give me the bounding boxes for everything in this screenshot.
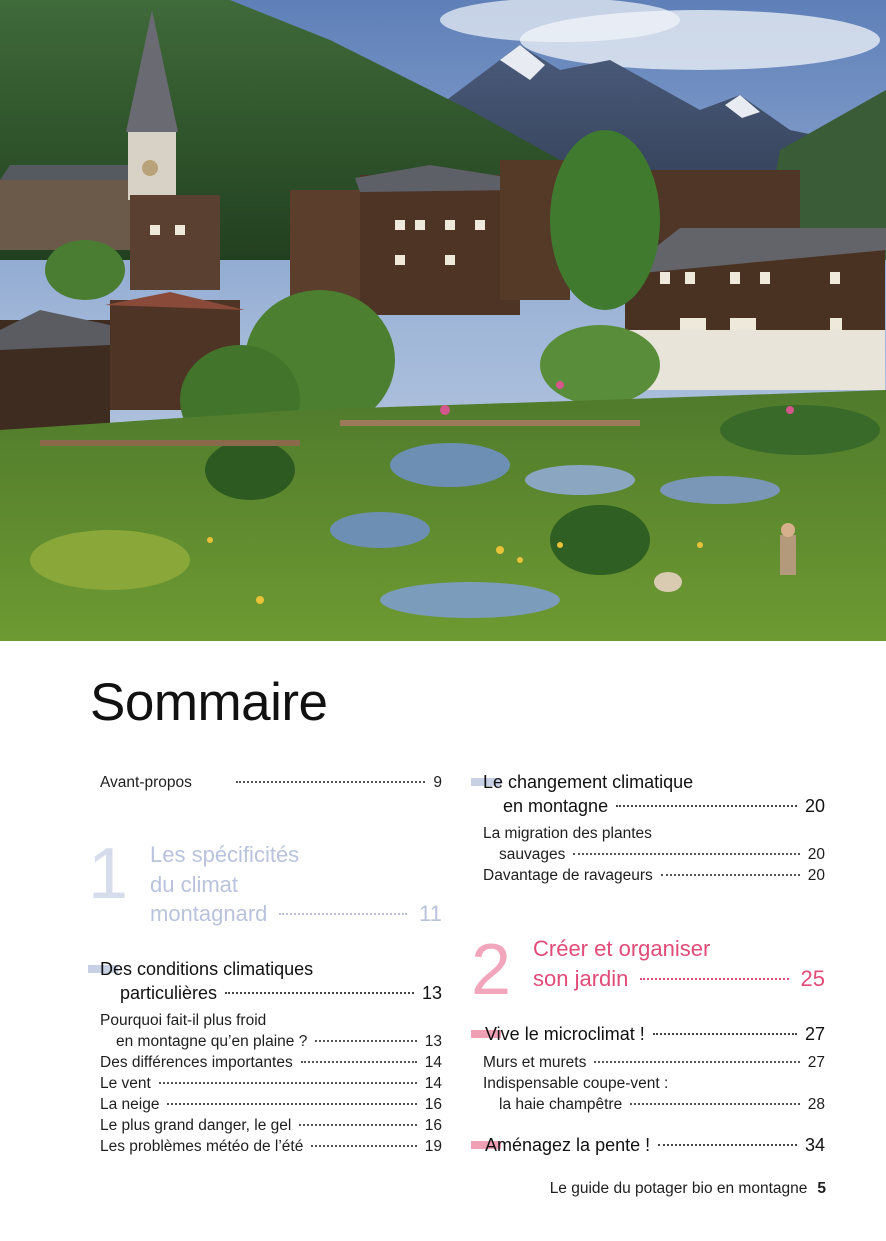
chapter-title-line: son jardin: [533, 966, 629, 991]
section-page: 20: [804, 796, 825, 816]
toc-entry-page: 20: [807, 846, 825, 863]
toc-section-conditions-row[interactable]: [100, 981, 442, 1005]
toc-entry-page: 16: [424, 1096, 442, 1113]
chapter-number: 2: [471, 930, 512, 1010]
dot-leader: [236, 781, 425, 783]
toc-entry-froid[interactable]: [100, 1031, 442, 1052]
toc-entry-page: 19: [424, 1138, 442, 1155]
section-title-line: particulières: [120, 983, 218, 1003]
section-title-line: Des conditions climatiques: [100, 959, 314, 979]
chapter-title-row: [150, 899, 442, 929]
section-title-line: Vive le microclimat !: [485, 1024, 645, 1044]
dot-leader: [225, 992, 414, 994]
dot-leader: [630, 1103, 800, 1105]
dot-leader: [301, 1061, 417, 1063]
page-footer: [550, 1180, 826, 1198]
dot-leader: [279, 913, 407, 915]
dot-leader: [640, 978, 788, 980]
toc-entry-label: sauvages: [499, 846, 566, 863]
dot-leader: [653, 1033, 797, 1035]
toc-left-column: [88, 0, 442, 1241]
toc-entry-label[interactable]: Indispensable coupe-vent :: [483, 1075, 669, 1092]
toc-entry-page: 28: [807, 1096, 825, 1113]
toc-entry-page: 9: [433, 774, 442, 791]
toc-entry-vent[interactable]: [100, 1073, 442, 1094]
toc-entry-label: Les problèmes météo de l’été: [100, 1138, 304, 1155]
toc-entry-label[interactable]: Pourquoi fait-il plus froid: [100, 1012, 267, 1029]
toc-entry-page: 20: [807, 867, 825, 884]
dot-leader: [167, 1103, 416, 1105]
toc-entry-label: Avant-propos: [100, 774, 192, 791]
toc-entry-label: Le vent: [100, 1075, 151, 1092]
toc-entry-label: la haie champêtre: [499, 1096, 623, 1113]
toc-entry-ravageurs[interactable]: [483, 865, 825, 886]
toc-entry-page: 14: [424, 1054, 442, 1071]
toc-entry-differences[interactable]: [100, 1052, 442, 1073]
section-title-line: Aménagez la pente !: [485, 1135, 651, 1155]
chapter-title-row: [533, 964, 825, 994]
chapter-page: 25: [800, 966, 825, 991]
dot-leader: [573, 853, 799, 855]
chapter-title-line: montagnard: [150, 901, 268, 926]
toc-entry-label: en montagne qu’en plaine ?: [116, 1033, 308, 1050]
chapter-title-line: du climat: [150, 872, 239, 897]
section-title-line: en montagne: [503, 796, 609, 816]
toc-entry-page: 16: [424, 1117, 442, 1134]
toc-entry-page: 27: [807, 1054, 825, 1071]
dot-leader: [658, 1144, 797, 1146]
toc-entry-migration[interactable]: [483, 844, 825, 865]
section-page: 27: [804, 1024, 825, 1044]
toc-entry-label: Davantage de ravageurs: [483, 867, 653, 884]
toc-entry-ete[interactable]: [100, 1136, 442, 1157]
dot-leader: [315, 1040, 416, 1042]
toc-section-changement[interactable]: [483, 770, 825, 794]
dot-leader: [616, 805, 797, 807]
toc-entry-gel[interactable]: [100, 1115, 442, 1136]
dot-leader: [299, 1124, 416, 1126]
toc-entry-label[interactable]: La migration des plantes: [483, 825, 652, 842]
dot-leader: [311, 1145, 416, 1147]
book-title: Le guide du potager bio en montagne: [549, 1180, 808, 1197]
chapter-title-line: Les spécificités: [150, 842, 300, 867]
toc-entry-label: La neige: [100, 1096, 160, 1113]
chapter-title-line: Créer et organiser: [533, 936, 711, 961]
dot-leader: [661, 874, 800, 876]
section-row: [483, 1022, 825, 1046]
toc-entry-label: Des différences importantes: [100, 1054, 293, 1071]
toc-entry-label: Murs et murets: [483, 1054, 587, 1071]
chapter-page: 11: [419, 901, 442, 926]
toc-section-changement-row[interactable]: [483, 794, 825, 818]
toc-entry-label: Le plus grand danger, le gel: [100, 1117, 292, 1134]
toc-entry-page: 14: [424, 1075, 442, 1092]
section-row: [483, 1133, 825, 1157]
toc-section-conditions[interactable]: [100, 957, 442, 981]
page-number: 5: [817, 1180, 826, 1197]
toc-entry-neige[interactable]: [100, 1094, 442, 1115]
toc-entry-page: 13: [424, 1033, 442, 1050]
page-title: Sommaire: [90, 673, 328, 732]
toc-entry-avant-propos[interactable]: [100, 772, 442, 793]
toc-right-column: [471, 0, 825, 1241]
section-page: 13: [421, 983, 442, 1003]
toc-entry-haie[interactable]: [483, 1094, 825, 1115]
section-page: 34: [804, 1135, 825, 1155]
chapter-number: 1: [88, 834, 129, 914]
dot-leader: [594, 1061, 799, 1063]
section-title-line: Le changement climatique: [483, 772, 694, 792]
dot-leader: [159, 1082, 417, 1084]
toc-entry-murs[interactable]: [483, 1052, 825, 1073]
